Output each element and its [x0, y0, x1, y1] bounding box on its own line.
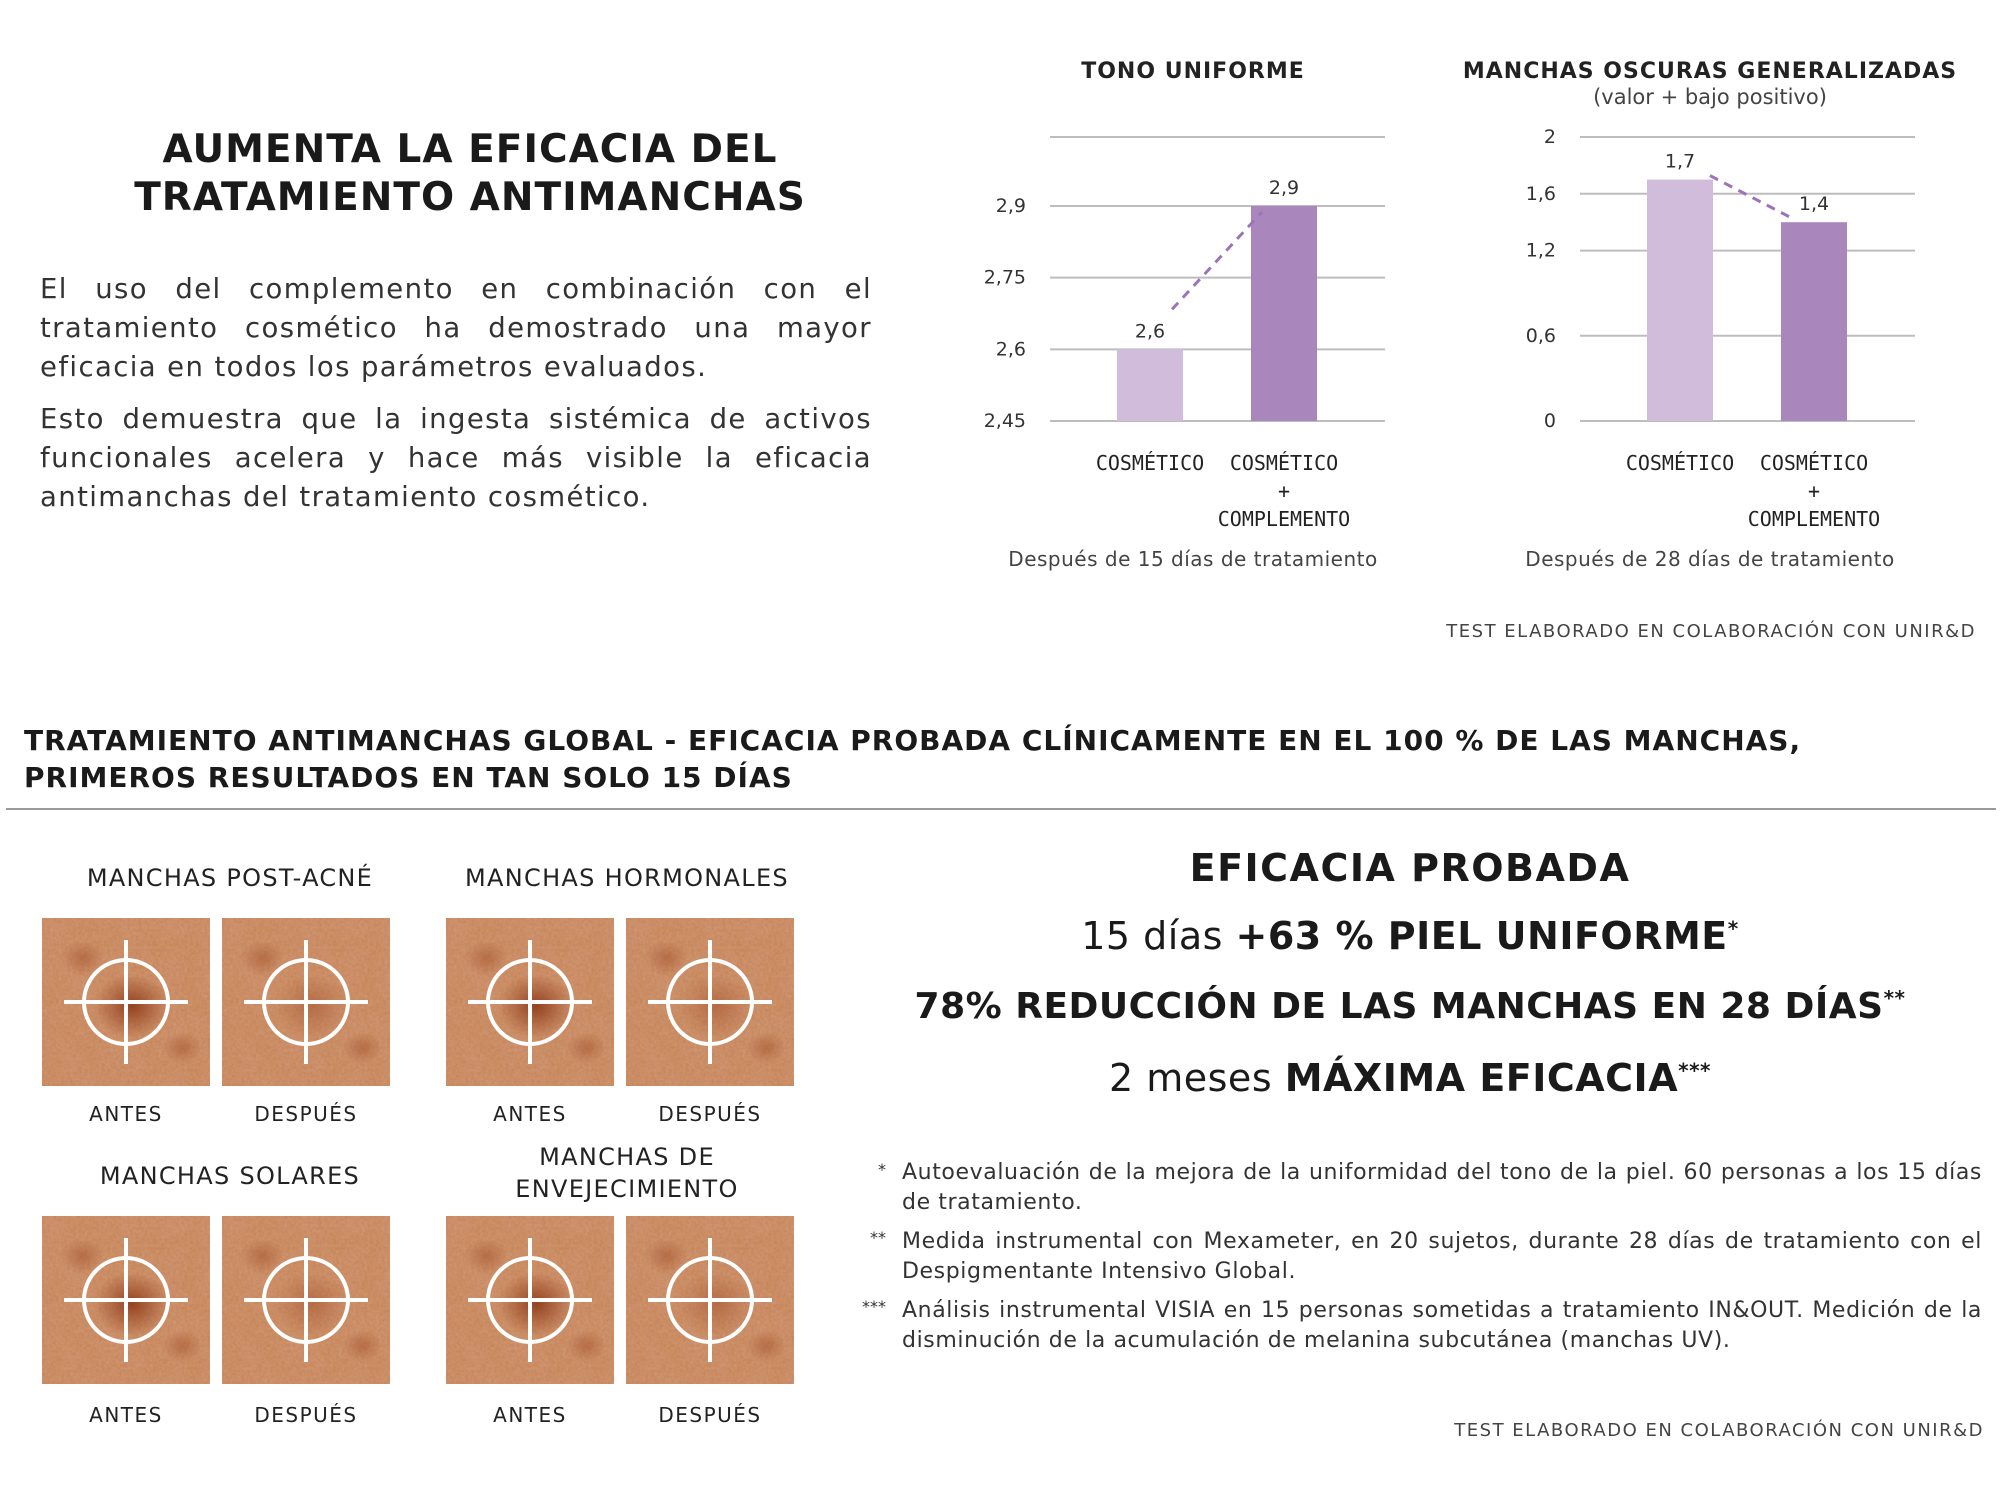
- y-tick-label: 2,6: [995, 338, 1026, 361]
- label-envejecimiento-after: DESPUÉS: [658, 1403, 762, 1427]
- case-title-envejecimiento-line2: ENVEJECIMIENTO: [515, 1175, 739, 1203]
- efficacy-line2-mark: **: [1883, 986, 1906, 1010]
- bar: [1647, 180, 1713, 421]
- y-tick-label: 1,6: [1525, 182, 1556, 205]
- photo-hormonales-after: [626, 918, 794, 1086]
- intro-paragraph-2: Esto demuestra que la ingesta sistémica de activos funcionales acelera y hace más visible la eficacia antimanchas del tratamiento cosmético.: [40, 403, 872, 513]
- label-envejecimiento-before: ANTES: [493, 1403, 567, 1427]
- efficacy-line3-prefix: 2 meses: [1108, 1056, 1285, 1100]
- label-post-acne-after: DESPUÉS: [254, 1102, 358, 1126]
- y-tick-label: 2: [1543, 126, 1556, 148]
- efficacy-line2-bold: 78% REDUCCIÓN DE LAS MANCHAS EN 28 DÍAS: [914, 986, 1884, 1027]
- banner-line1: TRATAMIENTO ANTIMANCHAS GLOBAL - EFICACIA PROBADA CLÍNICAMENTE EN EL 100 % DE LAS MANCHAS,: [24, 724, 1802, 757]
- bar-value-label: 1,7: [1664, 150, 1696, 173]
- intro-paragraph-1: El uso del complemento en combinación con el tratamiento cosmético ha demostrado una mayor eficacia en todos los parámetros evaluados.: [40, 273, 872, 383]
- photo-post-acne-after: [222, 918, 390, 1086]
- test-note-top: TEST ELABORADO EN COLABORACIÓN CON UNIR&D: [1446, 621, 1976, 642]
- intro-heading-line2: TRATAMIENTO ANTIMANCHAS: [134, 175, 806, 220]
- category-label: COSMÉTICO: [1229, 451, 1339, 475]
- photo-post-acne-before: [42, 918, 210, 1086]
- category-label: +: [1807, 479, 1821, 503]
- footnote-1-mark: *: [878, 1160, 886, 1179]
- bar-value-label: 1,4: [1798, 193, 1830, 216]
- efficacy-line3-mark: ***: [1678, 1058, 1711, 1083]
- efficacy-title: EFICACIA PROBADA: [1189, 846, 1631, 890]
- case-title-solares: MANCHAS SOLARES: [99, 1162, 361, 1190]
- skin-photo: [626, 918, 794, 1086]
- skin-photo: [42, 1216, 210, 1384]
- banner: [24, 722, 1984, 796]
- footnote-2-text: Medida instrumental con Mexameter, en 20 sujetos, durante 28 días de tratamiento con el Despigmentante Intensivo Global.: [902, 1229, 1982, 1284]
- y-tick-label: 2,9: [995, 195, 1026, 217]
- category-label: COSMÉTICO: [1759, 451, 1869, 475]
- y-tick-label: 1,2: [1525, 239, 1556, 262]
- skin-photo: [222, 1216, 390, 1384]
- y-tick-label: 2,75: [983, 266, 1026, 289]
- footnote-2-mark: **: [870, 1228, 886, 1247]
- banner-line2: PRIMEROS RESULTADOS EN TAN SOLO 15 DÍAS: [24, 761, 793, 794]
- banner-divider: [6, 808, 1996, 810]
- skin-photo: [626, 1216, 794, 1384]
- efficacy-line1: [860, 914, 1960, 958]
- case-title-envejecimiento-line1: MANCHAS DE: [539, 1143, 715, 1171]
- test-note-bottom: TEST ELABORADO EN COLABORACIÓN CON UNIR&D: [1454, 1420, 1984, 1441]
- intro-heading-line1: AUMENTA LA EFICACIA DEL: [162, 127, 778, 172]
- chart-caption: Después de 28 días de tratamiento: [1525, 547, 1895, 571]
- efficacy-line1-bold: +63 % PIEL UNIFORME: [1235, 914, 1728, 958]
- chart-title: MANCHAS OSCURAS GENERALIZADAS: [1462, 59, 1958, 84]
- bar: [1781, 222, 1847, 421]
- case-title-post-acne: MANCHAS POST-ACNÉ: [86, 864, 374, 892]
- chart-tono-uniforme: [984, 59, 1385, 571]
- skin-photo: [42, 918, 210, 1086]
- efficacy-line2: [860, 986, 1960, 1027]
- bar-value-label: 2,6: [1134, 320, 1166, 343]
- photo-solares-after: [222, 1216, 390, 1384]
- category-label: COMPLEMENTO: [1217, 507, 1351, 531]
- chart-title: TONO UNIFORME: [1081, 59, 1305, 84]
- category-label: COSMÉTICO: [1095, 451, 1205, 475]
- skin-photo: [446, 918, 614, 1086]
- category-label: COMPLEMENTO: [1747, 507, 1881, 531]
- y-tick-label: 0,6: [1525, 324, 1556, 347]
- photo-envejecimiento-after: [626, 1216, 794, 1384]
- label-hormonales-before: ANTES: [493, 1102, 567, 1126]
- y-tick-label: 0: [1543, 410, 1556, 432]
- label-post-acne-before: ANTES: [89, 1102, 163, 1126]
- footnote-3-mark: ***: [862, 1297, 886, 1316]
- category-label: +: [1277, 479, 1291, 503]
- chart-subtitle: (valor + bajo positivo): [1593, 85, 1827, 109]
- skin-photo: [446, 1216, 614, 1384]
- category-label: COSMÉTICO: [1625, 451, 1735, 475]
- skin-photo: [222, 918, 390, 1086]
- trend-dashed-line: [1172, 212, 1262, 309]
- label-hormonales-after: DESPUÉS: [658, 1102, 762, 1126]
- photo-hormonales-before: [446, 918, 614, 1086]
- label-solares-after: DESPUÉS: [254, 1403, 358, 1427]
- case-title-hormonales: MANCHAS HORMONALES: [465, 864, 789, 892]
- bar-value-label: 2,9: [1268, 177, 1300, 199]
- y-tick-label: 2,45: [983, 410, 1026, 432]
- trend-dashed-line: [1710, 176, 1792, 219]
- efficacy-line3: [860, 1056, 1960, 1100]
- chart-manchas-oscuras: [1463, 59, 1957, 571]
- photo-solares-before: [42, 1216, 210, 1384]
- bar: [1251, 206, 1317, 421]
- efficacy-line3-bold: MÁXIMA EFICACIA: [1284, 1056, 1679, 1100]
- efficacy-line1-mark: *: [1727, 916, 1739, 941]
- charts-svg: [0, 0, 2000, 660]
- efficacy-line1-prefix: 15 días: [1081, 914, 1236, 958]
- case-title-envejecimiento: [440, 1141, 814, 1205]
- chart-caption: Después de 15 días de tratamiento: [1008, 547, 1378, 571]
- photo-envejecimiento-before: [446, 1216, 614, 1384]
- bar: [1117, 349, 1183, 421]
- footnote-3-text: Análisis instrumental VISIA en 15 personas sometidas a tratamiento IN&OUT. Medición de la disminución de la acumulación de melanina subcutánea (manchas UV).: [902, 1298, 1982, 1353]
- footnote-1-text: Autoevaluación de la mejora de la uniformidad del tono de la piel. 60 personas a los 15 días de tratamiento.: [902, 1160, 1982, 1215]
- label-solares-before: ANTES: [89, 1403, 163, 1427]
